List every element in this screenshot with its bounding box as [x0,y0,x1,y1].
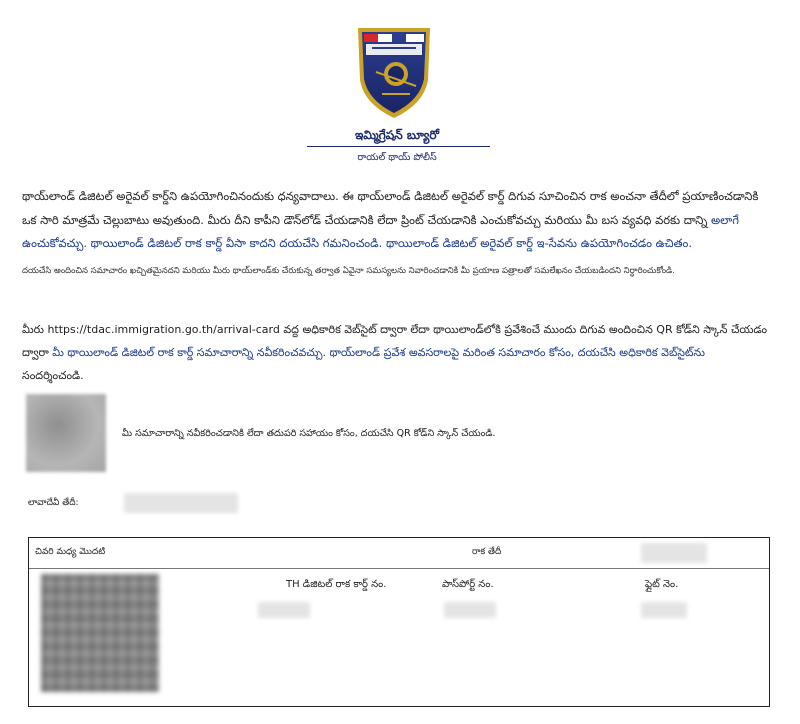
agency-subtitle: రాయల్ థాయ్ పోలీస్ [357,152,437,163]
accuracy-notice: దయచేసి అందించిన సమాచారం ఖచ్చితమైనదని మరియు మీరు థాయ్‌లాండ్‌కు చేరుకున్న తర్వాత ఏవైనా సమస్యలను నివారించడానికి మీ ప్రయాణ పత్రాలతో సమలేఖనం చేయబడిందని నిర్ధారించుకోండి. [22,266,675,276]
flight-number-label: ఫ్లైట్ నెం. [645,579,679,590]
agency-title: ఇమ్మిగ్రేషన్ బ్యూరో [354,128,440,142]
passport-number-value [444,602,496,618]
update-info-paragraph [22,318,774,387]
intro-text: థాయ్‌లాండ్ డిజిటల్ అరైవల్ కార్డ్‌ని ఉపయోగించినందుకు ధన్యవాదాలు. ఈ థాయ్‌లాండ్ డిజిటల్ అరైవల్ కార్డ్ దిగువ సూచించిన రాక అంచనా తేదీలో ప్రయాణించడానికి ఒక సారి మాత్రమే చెల్లుబాటు అవుతుంది. మీరు దీని కాపీని డౌన్‌లోడ్ చేయడానికి లేదా ప్రింట్ చేయడానికి ఎంచుకోవచ్చు మరియు మీ బస వ్యవధి వరకు దాన్ని [22,189,759,227]
card-number-value [258,602,310,618]
passport-number-label: పాస్‌పోర్ట్ నం. [442,579,494,590]
update-info-text: మీరు https://tdac.immigration.go.th/arrival-card వద్ద అధికారిక వెబ్‌సైట్ ద్వారా లేదా థాయిలాండ్‌లోకి ప్రవేశించే ముందు దిగువ అందించిన QR కోడ్‌ని స్కాన్ చేయడం ద్వారా [22,323,768,359]
name-field-label: చివరి మధ్య మొదటి [35,547,106,557]
intro-paragraph [22,185,774,256]
update-info-highlight: మీ థాయిలాండ్ డిజిటల్ రాక కార్డ్ సమాచారాన్ని నవీకరించవచ్చు. థాయ్‌లాండ్ ప్రవేశ అవసరాలపై మరింత సమాచారం కోసం, దయచేసి అధికారిక వెబ్‌సైట్‌ను [52,346,705,359]
immigration-bureau-badge-icon [352,22,436,120]
update-info-end: సందర్శించండి. [22,369,84,382]
card-number-label: TH డిజిటల్ రాక కార్డ్ నం. [286,579,387,590]
title-divider [307,146,490,147]
arrival-card-box [28,537,770,707]
submission-date-label: లావాదేవీ తేదీ: [28,498,79,508]
update-qr-code [26,394,106,472]
submission-date-value [124,493,238,513]
arrival-date-label: రాక తేదీ [472,547,502,557]
intro-text-highlight: అలాగే ఉంచుకోవచ్చు. థాయిలాండ్ డిజిటల్ రాక కార్డ్ వీసా కాదని దయచేసి గమనించండి. థాయిలాండ్ డిజిటల్ అరైవల్ కార్డ్ ఇ-సేవను ఉపయోగించడం ఉచితం. [22,212,739,250]
arrival-date-value [641,543,707,563]
qr-caption: మీ సమాచారాన్ని నవీకరించడానికి లేదా తదుపరి సహాయం కోసం, దయచేసి QR కోడ్‌ని స్కాన్ చేయండి. [122,428,496,439]
arrival-card-qr-code [41,574,159,692]
flight-number-value [641,602,687,618]
